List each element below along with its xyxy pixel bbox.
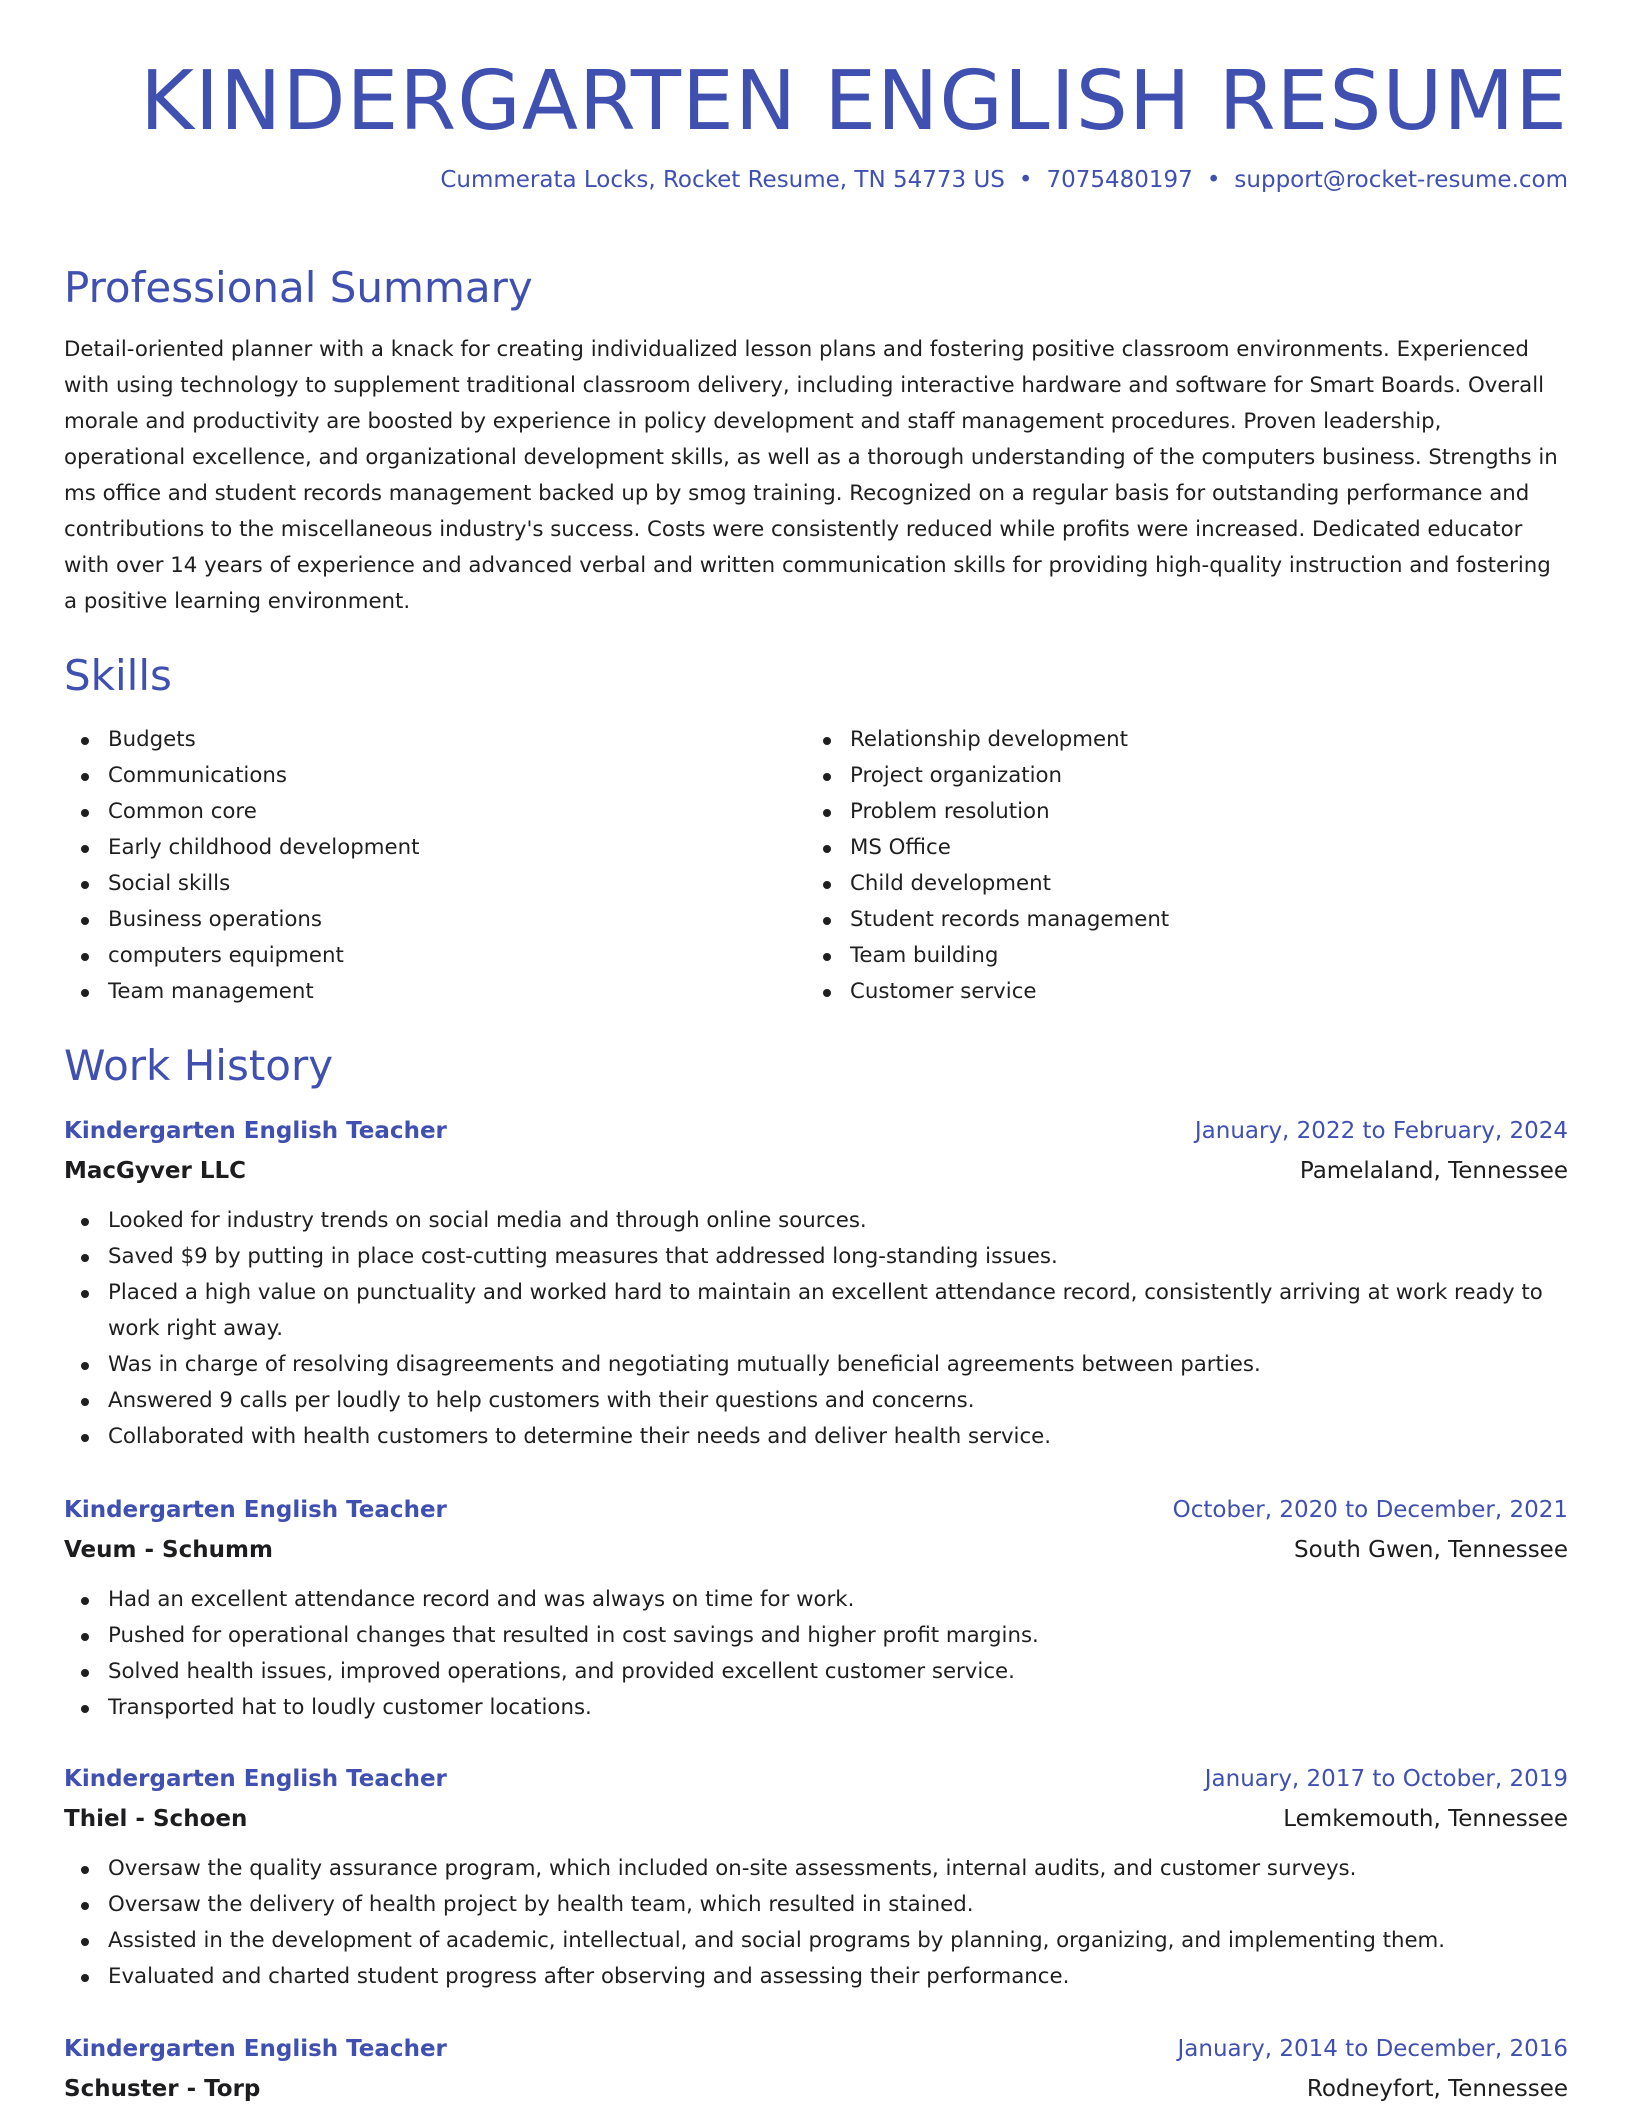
job-company-row bbox=[64, 1151, 1568, 1191]
job-company: Thiel - Schoen bbox=[64, 1806, 248, 1832]
job-dates: October, 2020 to December, 2021 bbox=[1172, 1497, 1568, 1523]
job-location: Lemkemouth, Tennessee bbox=[1283, 1806, 1568, 1832]
skill-item: Child development bbox=[850, 866, 1548, 902]
job-location: Pamelaland, Tennessee bbox=[1299, 1158, 1568, 1184]
job-entry bbox=[64, 1111, 1568, 1455]
job-dates: January, 2017 to October, 2019 bbox=[1204, 1766, 1568, 1792]
skill-item: Team management bbox=[108, 974, 806, 1010]
job-dates: January, 2014 to December, 2016 bbox=[1177, 2036, 1568, 2062]
skill-item: Customer service bbox=[850, 974, 1548, 1010]
job-bullet: Transported hat to loudly customer locations. bbox=[108, 1690, 1568, 1726]
contact-separator: • bbox=[1206, 167, 1221, 193]
job-title: Kindergarten English Teacher bbox=[64, 1766, 447, 1792]
summary-text: Detail-oriented planner with a knack for creating individualized lesson plans and fostering positive classroom environments. Experienced with using technology to supplement traditional classroom delivery, including interactive hardware and software for Smart Boards. Overall morale and productivity are boosted by experience in policy development and staff management procedures. Proven leadership, operational excellence, and organizational development skills, as well as a thorough understanding of the computers business. Strengths in ms office and student records management backed up by smog training. Recognized on a regular basis for outstanding performance and contributions to the miscellaneous industry's success. Costs were consistently reduced while profits were increased. Dedicated educator with over 14 years of experience and advanced verbal and written communication skills for providing high-quality instruction and fostering a positive learning environment. bbox=[64, 337, 1558, 614]
job-header-row bbox=[64, 1111, 1568, 1151]
job-bullet: Looked for industry trends on social media and through online sources. bbox=[108, 1203, 1568, 1239]
skill-item: Early childhood development bbox=[108, 830, 806, 866]
job-title: Kindergarten English Teacher bbox=[64, 1118, 447, 1144]
job-bullet: Oversaw the quality assurance program, which included on-site assessments, internal audits, and customer surveys. bbox=[108, 1851, 1568, 1887]
skill-item: Budgets bbox=[108, 722, 806, 758]
job-entry bbox=[64, 1490, 1568, 1726]
job-bullets bbox=[64, 1203, 1568, 1455]
job-title: Kindergarten English Teacher bbox=[64, 1497, 447, 1523]
job-entry bbox=[64, 2029, 1568, 2109]
job-location: Rodneyfort, Tennessee bbox=[1306, 2076, 1568, 2102]
job-bullet: Solved health issues, improved operations, and provided excellent customer service. bbox=[108, 1654, 1568, 1690]
skill-item: Business operations bbox=[108, 902, 806, 938]
job-header-row bbox=[64, 2029, 1568, 2069]
work-history-heading: Work History bbox=[64, 1041, 334, 1090]
skill-item: Problem resolution bbox=[850, 794, 1548, 830]
job-entry bbox=[64, 1759, 1568, 1995]
job-title: Kindergarten English Teacher bbox=[64, 2036, 447, 2062]
job-location: South Gwen, Tennessee bbox=[1293, 1537, 1568, 1563]
contact-line bbox=[440, 164, 1568, 196]
job-header-row bbox=[64, 1490, 1568, 1530]
skills-right-column bbox=[806, 722, 1548, 1010]
job-bullet: Pushed for operational changes that resulted in cost savings and higher profit margins. bbox=[108, 1618, 1568, 1654]
job-company-row bbox=[64, 1799, 1568, 1839]
job-bullet: Was in charge of resolving disagreements and negotiating mutually beneficial agreements between parties. bbox=[108, 1347, 1568, 1383]
contact-phone: 7075480197 bbox=[1046, 167, 1193, 193]
skill-item: Student records management bbox=[850, 902, 1548, 938]
skill-item: Communications bbox=[108, 758, 806, 794]
job-bullet: Saved $9 by putting in place cost-cutting measures that addressed long-standing issues. bbox=[108, 1239, 1568, 1275]
skill-item: Relationship development bbox=[850, 722, 1548, 758]
skills-heading: Skills bbox=[64, 651, 172, 700]
job-bullets bbox=[64, 1851, 1568, 1995]
job-company-row bbox=[64, 1530, 1568, 1570]
job-company: Schuster - Torp bbox=[64, 2076, 261, 2102]
job-company-row bbox=[64, 2069, 1568, 2109]
skill-item: Project organization bbox=[850, 758, 1548, 794]
job-bullets bbox=[64, 1582, 1568, 1726]
contact-address: Cummerata Locks, Rocket Resume, TN 54773 US bbox=[440, 167, 1005, 193]
skill-item: Team building bbox=[850, 938, 1548, 974]
job-bullet: Assisted in the development of academic, intellectual, and social programs by planning, organizing, and implementing them. bbox=[108, 1923, 1568, 1959]
skill-item: Social skills bbox=[108, 866, 806, 902]
skills-grid bbox=[64, 722, 1568, 1010]
summary-heading: Professional Summary bbox=[64, 263, 533, 312]
job-company: MacGyver LLC bbox=[64, 1158, 247, 1184]
contact-separator: • bbox=[1018, 167, 1033, 193]
job-header-row bbox=[64, 1759, 1568, 1799]
job-bullet: Evaluated and charted student progress after observing and assessing their performance. bbox=[108, 1959, 1568, 1995]
job-bullet: Answered 9 calls per loudly to help customers with their questions and concerns. bbox=[108, 1383, 1568, 1419]
contact-email: support@rocket-resume.com bbox=[1234, 167, 1568, 193]
skill-item: MS Office bbox=[850, 830, 1548, 866]
job-bullet: Had an excellent attendance record and was always on time for work. bbox=[108, 1582, 1568, 1618]
job-bullet: Placed a high value on punctuality and worked hard to maintain an excellent attendance record, consistently arriving at work ready to work right away. bbox=[108, 1275, 1568, 1347]
skill-item: Common core bbox=[108, 794, 806, 830]
job-bullet: Oversaw the delivery of health project by health team, which resulted in stained. bbox=[108, 1887, 1568, 1923]
job-bullet: Collaborated with health customers to determine their needs and deliver health service. bbox=[108, 1419, 1568, 1455]
job-company: Veum - Schumm bbox=[64, 1537, 273, 1563]
skills-left-column bbox=[64, 722, 806, 1010]
job-dates: January, 2022 to February, 2024 bbox=[1194, 1118, 1568, 1144]
skill-item: computers equipment bbox=[108, 938, 806, 974]
resume-name: KINDERGARTEN ENGLISH RESUME bbox=[140, 54, 1568, 149]
